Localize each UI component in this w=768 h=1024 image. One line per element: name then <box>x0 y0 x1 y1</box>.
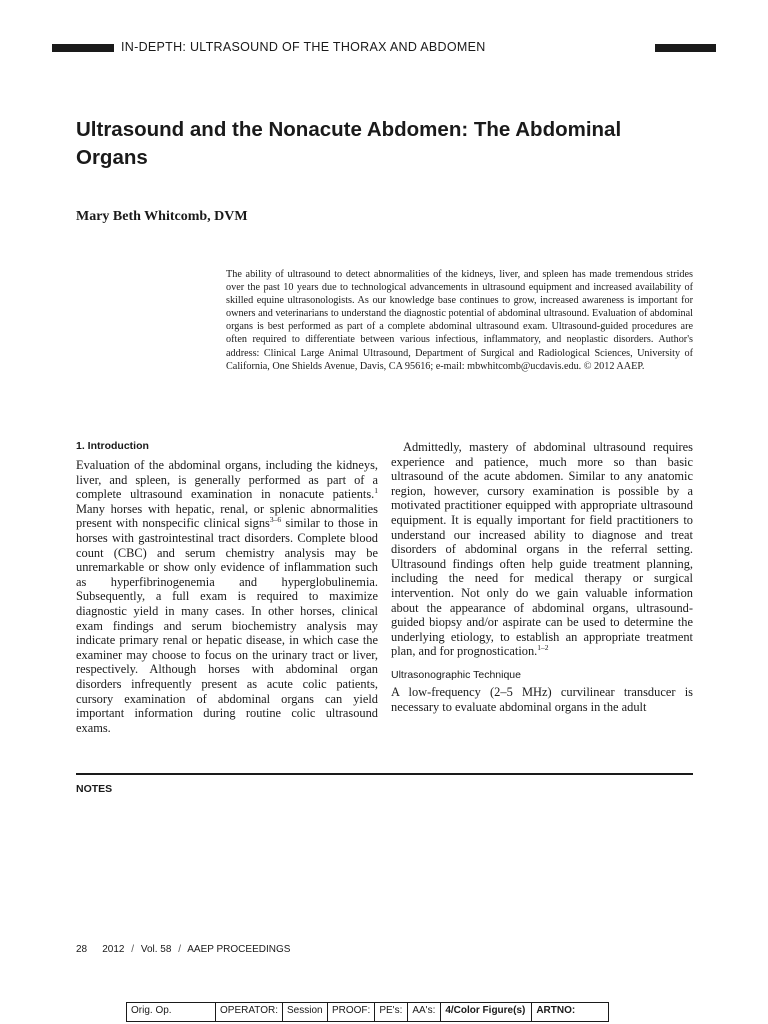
article-author: Mary Beth Whitcomb, DVM <box>76 209 248 224</box>
footer-separator: / <box>131 944 135 955</box>
production-cell-aas: AA's: <box>408 1003 441 1022</box>
production-cell-artno: ARTNO: <box>532 1003 609 1022</box>
left-column <box>76 440 378 735</box>
notes-label: NOTES <box>76 783 113 795</box>
intro-text-part-3: similar to those in horses with gastrointestinal tract disorders. Complete blood count (CBC) and serum chemistry analysis may be unremarkable or show only evidence of inflammation such as hyperfibrinogenemia and hyperglobulinemia. Subsequently, a full exam is required to maximize diagnostic yield in many cases. In other horses, clinical exam findings and serum biochemistry analysis may indicate primary renal or hepatic disease, in which case the examiner may choose to focus on the urinary tract or liver, respectively. Although horses with abdominal organ disorders infrequently present as acute colic patients, cursory examination of abdominal organs can yield important information during routine colic ultrasound exams. <box>76 516 378 735</box>
article-abstract: The ability of ultrasound to detect abnormalities of the kidneys, liver, and spleen has made tremendous strides over the past 10 years due to technological advancements in ultrasound equipment and increased availability of skilled equine ultrasonologists. As our knowledge base continues to grow, increased awareness is important for owners and veterinarians to understand the diagnostic potential of abdominal ultrasound. Evaluation of abdominal organs is best performed as part of a complete abdominal ultrasound exam. Ultrasound-guided procedures are often required to differentiate between various infectious, inflammatory, and neoplastic disorders. Author's address: Clinical Large Animal Ultrasound, Department of Surgical and Radiological Sciences, University of California, One Shields Avenue, Davis, CA 95616; e-mail: mbwhitcomb@ucdavis.edu. © 2012 AAEP. <box>226 269 693 372</box>
intro-text-part-2: Many horses with hepatic, renal, or splenic abnormalities present with nonspecific clinical signs <box>76 501 378 531</box>
production-table <box>126 1002 609 1022</box>
footer-separator: / <box>178 944 181 955</box>
production-row <box>127 1003 609 1022</box>
citation-superscript: 1–2 <box>537 643 549 653</box>
introduction-paragraph <box>76 458 378 735</box>
body-text: Admittedly, mastery of abdominal ultrasound requires experience and patience, much more so than basic ultrasound of the acute abdomen. Similar to any anatomic region, however, cursory examination is possible by a motivated practitioner equipped with appropriate ultrasound equipment. It is equally important for field practitioners to understand our increased ability to diagnose and treat disorders of abdominal organs in the referral setting. Ultrasound findings often help guide treatment planning, including the need for medical therapy or surgical intervention. Not only do we gain valuable information about the appearance of abdominal organs, ultrasound-guided biopsy and/or aspirate can be used to determine the underlying etiology, to establish an appropriate treatment plan, and for prognostication. <box>391 440 693 659</box>
intro-text-part-1: Evaluation of the abdominal organs, including the kidneys, liver, and spleen, is generally performed as part of a complete ultrasound examination in nonacute patients. <box>76 458 378 502</box>
citation-superscript: 3–6 <box>269 515 282 525</box>
citation-superscript: 1 <box>374 486 378 496</box>
header-rule-right <box>655 44 716 52</box>
notes-divider <box>76 773 693 775</box>
production-cell-proof: PROOF: <box>327 1003 374 1022</box>
page-number: 28 <box>76 944 88 955</box>
section-heading-introduction: 1. Introduction <box>76 440 149 452</box>
running-head: IN-DEPTH: ULTRASOUND OF THE THORAX AND ABDOMEN <box>121 40 486 54</box>
production-cell-session: Session <box>282 1003 327 1022</box>
technique-paragraph: A low-frequency (2–5 MHz) curvilinear transducer is necessary to evaluate abdominal organs in the adult <box>391 684 693 714</box>
header-rule-left <box>52 44 114 52</box>
subsection-heading: Ultrasonographic Technique <box>391 668 521 681</box>
footer-volume: Vol. 58 <box>140 944 172 955</box>
body-paragraph <box>391 440 693 659</box>
footer-year: 2012 <box>102 944 125 955</box>
production-cell-color-figures: 4/Color Figure(s) <box>441 1003 532 1022</box>
footer-proceedings: AAEP PROCEEDINGS <box>187 944 291 955</box>
article-title: Ultrasound and the Nonacute Abdomen: The Abdominal Organs <box>76 118 622 169</box>
page-footer <box>76 944 294 955</box>
production-cell-orig-op: Orig. Op. <box>127 1003 216 1022</box>
production-cell-pes: PE's: <box>375 1003 408 1022</box>
production-cell-operator: OPERATOR: <box>216 1003 283 1022</box>
right-column <box>391 440 693 714</box>
